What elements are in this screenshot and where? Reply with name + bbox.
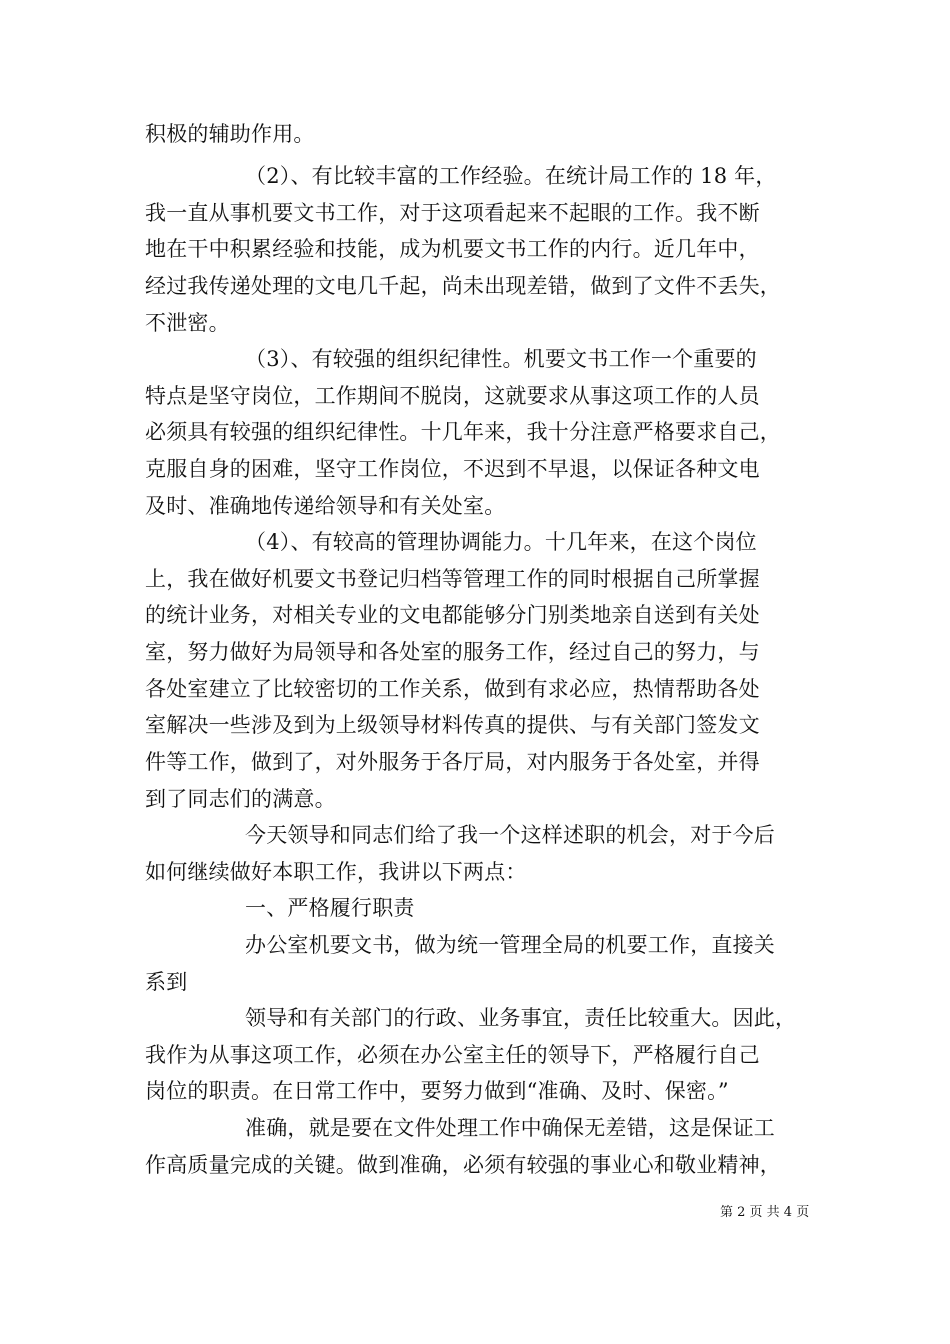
text-line: 到了同志们的满意。	[145, 787, 336, 811]
text-line: 克服自身的困难，坚守工作岗位，不迟到不早退，以保证各种文电	[145, 457, 760, 481]
page-number: 第 2 页 共 4 页	[720, 1205, 810, 1220]
text-line: 的统计业务，对相关专业的文电都能够分门别类地亲自送到有关处	[145, 603, 760, 627]
text-line: 各处室建立了比较密切的工作关系，做到有求必应，热情帮助各处	[145, 677, 760, 701]
text-line: 我作为从事这项工作，必须在办公室主任的领导下，严格履行自己	[145, 1043, 760, 1067]
text-line: 室，努力做好为局领导和各处室的服务工作，经过自己的努力，与	[145, 640, 760, 664]
text-line: 室解决一些涉及到为上级领导材料传真的提供、与有关部门签发文	[145, 713, 760, 737]
text-line: 今天领导和同志们给了我一个这样述职的机会，对于今后	[245, 823, 775, 847]
text-line: 如何继续做好本职工作，我讲以下两点：	[145, 860, 527, 884]
text-line: （2）、有比较丰富的工作经验。在统计局工作的 18 年，	[245, 164, 777, 188]
text-line: 上，我在做好机要文书登记归档等管理工作的同时根据自己所掌握	[145, 567, 760, 591]
text-line: 及时、准确地传递给领导和有关处室。	[145, 494, 506, 518]
text-line: （4）、有较高的管理协调能力。十几年来，在这个岗位	[245, 530, 757, 554]
text-line: 领导和有关部门的行政、业务事宜，责任比较重大。因此，	[245, 1006, 797, 1030]
text-line: 必须具有较强的组织纪律性。十几年来，我十分注意严格要求自己，	[145, 420, 781, 444]
text-line: 件等工作，做到了，对外服务于各厅局，对内服务于各处室，并得	[145, 750, 760, 774]
text-line: 准确，就是要在文件处理工作中确保无差错，这是保证工	[245, 1116, 775, 1140]
text-line: 特点是坚守岗位，工作期间不脱岗，这就要求从事这项工作的人员	[145, 384, 760, 408]
text-line: 不泄密。	[145, 311, 230, 335]
text-line: 岗位的职责。在日常工作中，要努力做到“准确、及时、保密。”	[145, 1079, 729, 1103]
text-line: 地在干中积累经验和技能，成为机要文书工作的内行。近几年中，	[145, 237, 760, 261]
text-line: 积极的辅助作用。	[145, 122, 315, 146]
text-line: 作高质量完成的关键。做到准确，必须有较强的事业心和敬业精神，	[145, 1153, 781, 1177]
text-line: 经过我传递处理的文电几千起，尚未出现差错，做到了文件不丢失，	[145, 274, 781, 298]
text-line: 办公室机要文书，做为统一管理全局的机要工作，直接关	[245, 933, 775, 957]
text-line: （3）、有较强的组织纪律性。机要文书工作一个重要的	[245, 347, 757, 371]
section-heading: 一、严格履行职责	[245, 896, 415, 920]
text-line: 我一直从事机要文书工作，对于这项看起来不起眼的工作。我不断	[145, 201, 760, 225]
text-line: 系到	[145, 970, 188, 994]
